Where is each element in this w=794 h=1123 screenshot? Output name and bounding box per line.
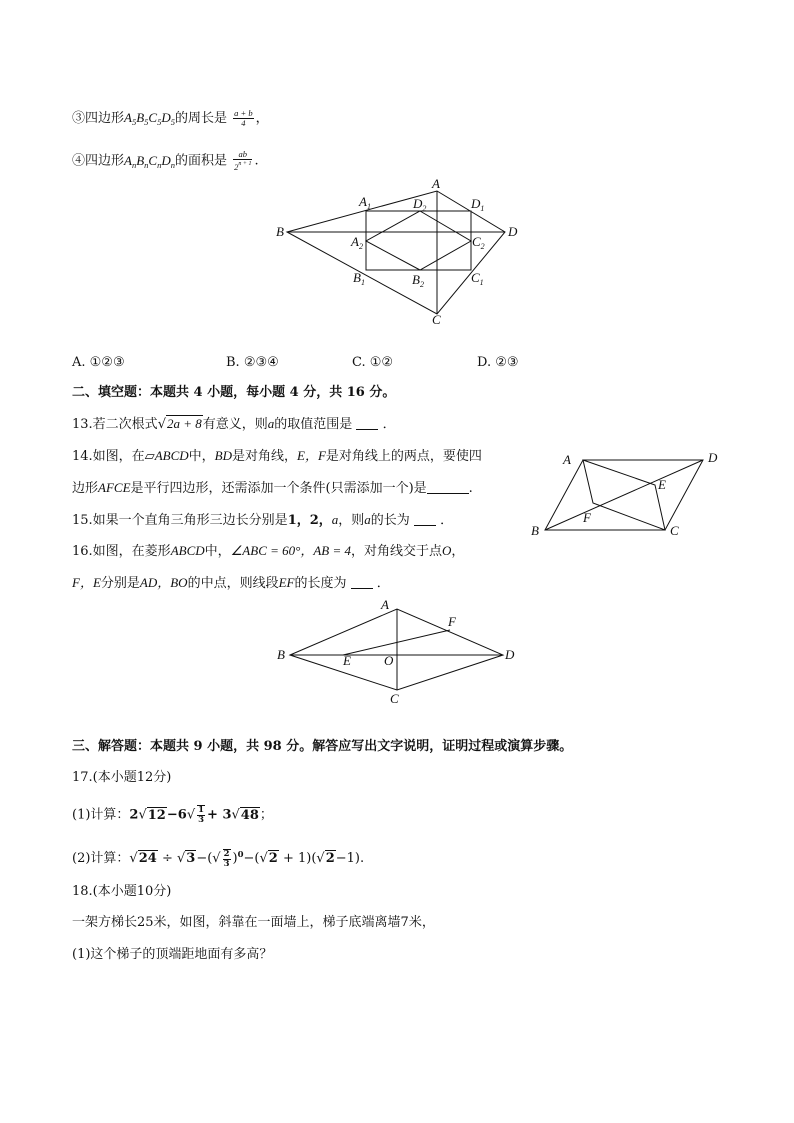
question-18-part1: (1)这个梯子的顶端距地面有多高？	[72, 947, 273, 962]
statement-4: ④四边形$A_nB_nC_nD_n$的面积是 $\frac{ab}{2^{n + 1}}$ .	[72, 149, 259, 172]
question-14-line1: 14.如图，在▱ABCD中，BD是对角线，E，F是对角线上的两点，要使四	[72, 448, 482, 464]
fig3-label-c: C	[390, 691, 399, 706]
fig2-label-f: F	[583, 510, 591, 525]
label-c2: $C_2$	[472, 234, 485, 251]
fig2-label-c: C	[670, 523, 679, 538]
statement-3-mid: 的周长是	[174, 111, 227, 126]
label-c1: $C_1$	[471, 270, 484, 287]
quad-a2b2c2d2	[366, 211, 471, 270]
statement-3: ③四边形$A_5B_5C_5D_5$的周长是 $\frac{a + b}{4}$ ，	[72, 108, 269, 128]
statement-3-prefix: ③四边形	[72, 111, 125, 126]
label-c: C	[432, 312, 441, 327]
label-d: D	[508, 224, 518, 239]
radicand-13: 2a + 8	[166, 416, 202, 431]
section-2-heading: 二、填空题：本题共 4 小题，每小题 4 分，共 16 分。	[72, 385, 396, 400]
label-a1: $A_1$	[359, 194, 371, 211]
statement-4-prefix: ④四边形	[72, 153, 125, 169]
answer-blank-15[interactable]	[414, 513, 436, 526]
fig2-label-d: D	[708, 450, 718, 465]
section-3-heading: 三、解答题：本题共 9 小题，共 98 分。解答应写出文字说明，证明过程或演算步骤。	[72, 739, 573, 754]
perimeter-fraction: $\frac{a + b}{4}$	[234, 108, 253, 128]
fig3-label-a: A	[381, 597, 389, 612]
rect-a1b1c1d1	[366, 211, 471, 270]
question-17-title: 17.(本小题12分)	[72, 770, 172, 785]
fig3-label-e: E	[343, 653, 351, 668]
fig2-label-b: B	[531, 523, 539, 538]
question-17-part2: (2)计算：√24 ÷ √3−(√ $\frac{2}{3}$ )$^0$−(√2 + 1)(√2−1).	[72, 848, 365, 869]
option-b[interactable]: B. ②③④	[226, 355, 279, 370]
label-d1: $D_1$	[471, 196, 485, 213]
answer-blank-16[interactable]	[351, 576, 373, 589]
question-13: 13.若二次根式√2a + 8有意义，则a的取值范围是 ．	[72, 416, 396, 432]
fig2-label-e: E	[658, 477, 666, 492]
question-18-title: 18.(本小题10分)	[72, 884, 172, 899]
fig3-label-b: B	[277, 647, 285, 662]
shape-a5b5c5d5: $A_5B_5C_5D_5$	[124, 110, 175, 127]
label-a2: $A_2$	[351, 234, 363, 251]
label-b: B	[276, 224, 284, 239]
area-fraction: $\frac{ab}{2^{n + 1}}$	[234, 149, 252, 172]
label-d2: $D_2$	[413, 196, 427, 213]
fig3-label-f: F	[448, 614, 456, 629]
statement-4-mid: 的面积是	[174, 153, 227, 169]
question-15: 15.如果一个直角三角形三边长分别是1，2，a，则a的长为 ．	[72, 512, 454, 528]
question-17-part1: (1)计算：2√12−6√ $\frac{1}{3}$ + 3√48；	[72, 805, 273, 825]
fig3-label-d: D	[505, 647, 515, 662]
answer-blank-13[interactable]	[356, 417, 378, 430]
fig3-label-o: O	[384, 653, 394, 668]
question-14-line2: 边形AFCE是平行四边形，还需添加一个条件(只需添加一个)是 .	[72, 480, 473, 496]
question-16-line1: 16.如图，在菱形ABCD中，∠ABC = 60°，AB = 4，对角线交于点O，	[72, 543, 465, 559]
label-a: A	[432, 176, 440, 191]
option-d[interactable]: D. ②③	[477, 355, 519, 370]
question-16-line2: F，E分别是AD，BO的中点，则线段EF的长度为 ．	[72, 575, 390, 591]
fig2-label-a: A	[563, 452, 571, 467]
shape-anbncndn: $A_nB_nC_nD_n$	[124, 152, 175, 170]
option-a[interactable]: A. ①②③	[72, 355, 125, 370]
label-b1: $B_1$	[353, 270, 365, 287]
question-18-text: 一架方梯长25米，如图，斜靠在一面墙上，梯子底端离墙7米，	[72, 915, 435, 930]
option-c[interactable]: C. ①②	[352, 355, 394, 370]
parallelogram-icon: ▱	[144, 449, 155, 464]
label-b2: $B_2$	[412, 272, 424, 289]
answer-blank-14[interactable]	[427, 481, 469, 494]
diagonal-bd-2	[545, 460, 703, 530]
